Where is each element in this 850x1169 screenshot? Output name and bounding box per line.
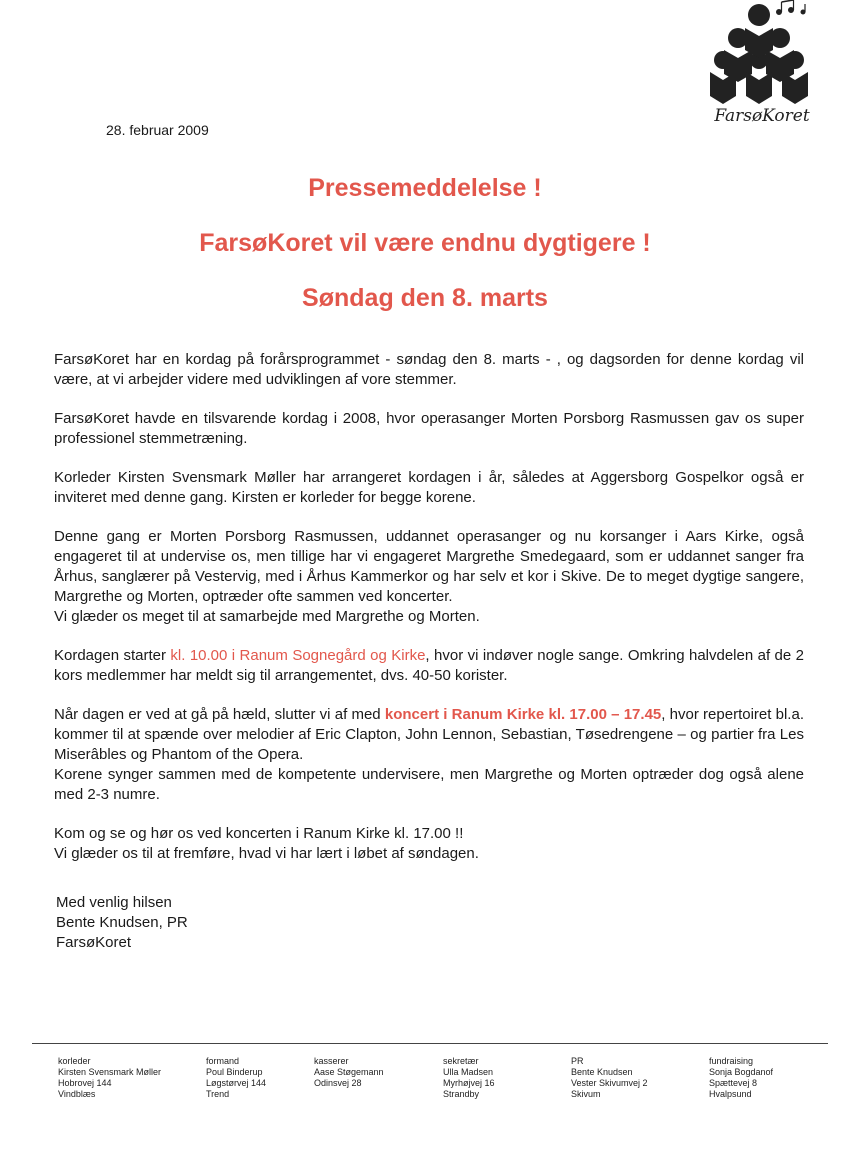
footer-contact-kasserer [314, 1056, 384, 1089]
paragraph-7 [54, 824, 804, 864]
paragraph-6-end: , hvor repertoiret bl.a. kommer til at spænde over melodier af Eric Clapton, John Lennon, Sebastian, Tøsedrengene – og partier fra Les Miserâbles og Phantom of the Opera. [54, 706, 804, 763]
press-release-body [54, 350, 804, 883]
paragraph-6 [54, 705, 804, 805]
footer-role: korleder [58, 1056, 91, 1066]
footer-town: Skivum [571, 1089, 601, 1099]
footer-town: Trend [206, 1089, 230, 1099]
footer-role: fundraising [709, 1056, 754, 1066]
footer-name: Aase Støgemann [314, 1067, 384, 1077]
signature-org: FarsøKoret [56, 934, 132, 951]
footer-street: Odinsvej 28 [314, 1078, 362, 1088]
footer-town: Hvalpsund [709, 1089, 752, 1099]
paragraph-2: FarsøKoret havde en tilsvarende kordag i 2008, hvor operasanger Morten Porsborg Rasmussen gav os super professionel stemmetræning. [54, 410, 804, 447]
paragraph-4 [54, 527, 804, 627]
footer-contact-fundraising [709, 1056, 773, 1100]
footer-name: Bente Knudsen [571, 1067, 633, 1077]
footer-role: kasserer [314, 1056, 349, 1066]
footer-town: Strandby [443, 1089, 480, 1099]
signature-name: Bente Knudsen, PR [56, 914, 188, 931]
paragraph-1: FarsøKoret har en kordag på forårsprogrammet - søndag den 8. marts - , og dagsorden for denne kordag vil være, at vi arbejder videre med udviklingen af vore stemmer. [54, 351, 804, 388]
farsokoret-logo [704, 0, 814, 135]
footer-street: Myrhøjvej 16 [443, 1078, 495, 1088]
paragraph-6-extra: Korene synger sammen med de kompetente undervisere, men Margrethe og Morten optræder dog også alene med 2-3 numre. [54, 766, 804, 803]
paragraph-7-closing: Vi glæder os til at fremføre, hvad vi har lært i løbet af søndagen. [54, 845, 479, 862]
footer-name: Kirsten Svensmark Møller [58, 1067, 162, 1077]
footer-role: formand [206, 1056, 240, 1066]
paragraph-3: Korleder Kirsten Svensmark Møller har arrangeret kordagen i år, således at Aggersborg Gospelkor også er inviteret med denne gang. Kirsten er korleder for begge korene. [54, 469, 804, 506]
headline-press-release: Pressemeddelelse ! [308, 174, 542, 202]
paragraph-5 [54, 646, 804, 686]
paragraph-7-invite: Kom og se og hør os ved koncerten i Ranum Kirke kl. 17.00 !! [54, 825, 464, 842]
footer-name: Sonja Bogdanof [709, 1067, 774, 1077]
footer-street: Løgstørvej 144 [206, 1078, 267, 1088]
paragraph-6-start: Når dagen er ved at gå på hæld, slutter vi af med [54, 706, 385, 723]
footer-contact-pr [571, 1056, 648, 1100]
footer-contact-formand [206, 1056, 266, 1100]
paragraph-5-start: Kordagen starter [54, 647, 171, 664]
signature-greeting: Med venlig hilsen [56, 894, 172, 911]
footer-name: Poul Binderup [206, 1067, 263, 1077]
logo-text: FarsøKoret [714, 106, 810, 126]
paragraph-5-end: , hvor vi indøver nogle sange. Omkring halvdelen af de 2 kors medlemmer har meldt sig til arrangementet, dvs. 40-50 korister. [54, 647, 804, 684]
footer-contact-korleder [58, 1056, 161, 1100]
footer-divider [32, 1043, 828, 1044]
footer-town: Vindblæs [58, 1089, 96, 1099]
concert-highlight: koncert i Ranum Kirke kl. 17.00 – 17.45 [384, 706, 662, 723]
signature-block [56, 893, 188, 953]
footer-name: Ulla Madsen [443, 1067, 494, 1077]
footer-role: sekretær [443, 1056, 479, 1066]
headline-subtitle: FarsøKoret vil være endnu dygtigere ! [199, 229, 651, 257]
footer-contact-sekretaer [443, 1056, 495, 1100]
footer-street: Hobrovej 144 [58, 1078, 112, 1088]
start-time-highlight: kl. 10.00 i Ranum Sognegård og Kirke [170, 647, 426, 664]
paragraph-4-main: Denne gang er Morten Porsborg Rasmussen, uddannet operasanger og nu korsanger i Aars Kirke, også engageret til at undervise os, men tillige har vi engageret Margrethe Smedegaard, som er uddannet sanger fra Århus, sanglærer på Vestervig, med i Århus Kammerkor og har selv et kor i Skive. De to meget dygtige sangere, Margrethe og Morten, optræder ofte sammen ved koncerter. [54, 528, 804, 605]
footer-street: Spættevej 8 [709, 1078, 758, 1088]
headline-date: Søndag den 8. marts [302, 284, 548, 312]
footer-street: Vester Skivumvej 2 [571, 1078, 648, 1088]
document-date: 28. februar 2009 [106, 122, 209, 138]
paragraph-4-closing: Vi glæder os meget til at samarbejde med Margrethe og Morten. [54, 608, 480, 625]
footer-role: PR [571, 1056, 584, 1066]
